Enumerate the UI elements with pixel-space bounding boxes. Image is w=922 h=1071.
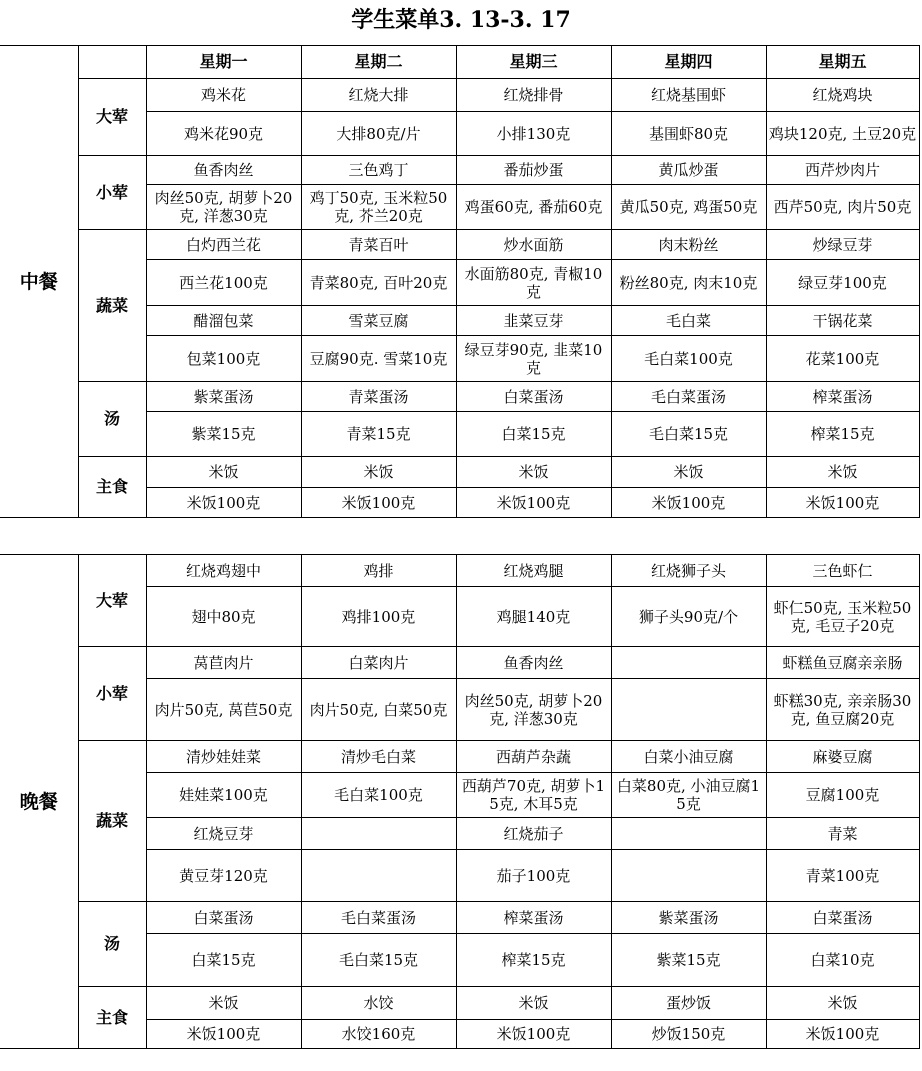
dish-cell: 莴苣肉片	[146, 647, 301, 679]
ingredient-cell: 茄子100克	[456, 850, 611, 902]
dish-cell: 白菜肉片	[301, 647, 456, 679]
category-label: 主食	[78, 457, 146, 518]
ingredient-cell: 米饭100克	[456, 488, 611, 518]
ingredient-cell: 豆腐100克	[766, 773, 919, 818]
dish-cell: 米饭	[456, 457, 611, 488]
dish-cell: 清炒娃娃菜	[146, 741, 301, 773]
ingredient-cell: 肉丝50克, 胡萝卜20克, 洋葱30克	[456, 679, 611, 741]
dish-cell: 西芹炒肉片	[766, 156, 919, 185]
ingredient-cell: 米饭100克	[611, 488, 766, 518]
dinner-menu-table	[0, 554, 920, 1049]
dish-cell: 鸡米花	[146, 79, 301, 112]
dish-cell	[611, 818, 766, 850]
ingredient-cell: 青菜80克, 百叶20克	[301, 260, 456, 306]
dish-row	[0, 156, 919, 185]
dish-cell: 西葫芦杂蔬	[456, 741, 611, 773]
ingredient-cell: 肉丝50克, 胡萝卜20克, 洋葱30克	[146, 185, 301, 230]
dish-cell: 米饭	[146, 987, 301, 1020]
dish-cell: 米饭	[146, 457, 301, 488]
dish-cell: 红烧基围虾	[611, 79, 766, 112]
category-label: 主食	[78, 987, 146, 1049]
dish-cell: 榨菜蛋汤	[456, 902, 611, 934]
dish-cell: 炒绿豆芽	[766, 230, 919, 260]
dish-cell: 红烧鸡块	[766, 79, 919, 112]
dish-cell: 虾糕鱼豆腐亲亲肠	[766, 647, 919, 679]
ingredient-cell: 青菜15克	[301, 412, 456, 457]
ingredient-cell: 绿豆芽100克	[766, 260, 919, 306]
dish-cell: 醋溜包菜	[146, 306, 301, 336]
category-label: 大荤	[78, 79, 146, 156]
ingredient-cell: 毛白菜100克	[301, 773, 456, 818]
day-header: 星期一	[146, 46, 301, 79]
day-header: 星期三	[456, 46, 611, 79]
ingredient-cell: 黄瓜50克, 鸡蛋50克	[611, 185, 766, 230]
ingredient-cell: 狮子头90克/个	[611, 587, 766, 647]
dish-cell: 干锅花菜	[766, 306, 919, 336]
ingredient-cell: 紫菜15克	[146, 412, 301, 457]
dish-row	[0, 457, 919, 488]
day-header: 星期四	[611, 46, 766, 79]
dish-cell: 水饺	[301, 987, 456, 1020]
ingredient-cell: 花菜100克	[766, 336, 919, 382]
category-label: 蔬菜	[78, 741, 146, 902]
dish-cell: 米饭	[766, 457, 919, 488]
ingredient-cell	[301, 850, 456, 902]
ingredient-cell: 西芹50克, 肉片50克	[766, 185, 919, 230]
ingredient-cell: 娃娃菜100克	[146, 773, 301, 818]
dish-cell: 红烧豆芽	[146, 818, 301, 850]
dish-cell: 白菜蛋汤	[146, 902, 301, 934]
dish-cell: 白菜蛋汤	[766, 902, 919, 934]
dish-cell: 白菜蛋汤	[456, 382, 611, 412]
ingredient-cell: 青菜100克	[766, 850, 919, 902]
category-label: 汤	[78, 902, 146, 987]
meal-label-dinner: 晚餐	[0, 555, 78, 1049]
category-label: 大荤	[78, 555, 146, 647]
ingredient-cell: 粉丝80克, 肉末10克	[611, 260, 766, 306]
dish-row	[0, 741, 919, 773]
ingredient-cell: 黄豆芽120克	[146, 850, 301, 902]
dish-row	[0, 230, 919, 260]
ingredient-cell: 鸡蛋60克, 番茄60克	[456, 185, 611, 230]
day-header: 星期二	[301, 46, 456, 79]
ingredient-cell: 米饭100克	[301, 488, 456, 518]
header-row	[0, 46, 919, 79]
ingredient-cell: 豆腐90克. 雪菜10克	[301, 336, 456, 382]
ingredient-cell: 米饭100克	[766, 488, 919, 518]
dish-cell: 毛白菜	[611, 306, 766, 336]
ingredient-cell: 水面筋80克, 青椒10克	[456, 260, 611, 306]
ingredient-cell: 绿豆芽90克, 韭菜10克	[456, 336, 611, 382]
dish-cell: 榨菜蛋汤	[766, 382, 919, 412]
dish-cell: 三色鸡丁	[301, 156, 456, 185]
dish-cell: 白菜小油豆腐	[611, 741, 766, 773]
ingredient-cell: 白菜80克, 小油豆腐15克	[611, 773, 766, 818]
day-header: 星期五	[766, 46, 919, 79]
ingredient-cell: 米饭100克	[146, 1020, 301, 1049]
dish-cell: 米饭	[456, 987, 611, 1020]
ingredient-cell: 鸡块120克, 土豆20克	[766, 112, 919, 156]
ingredient-cell: 鸡丁50克, 玉米粒50克, 芥兰20克	[301, 185, 456, 230]
dish-cell: 红烧鸡翅中	[146, 555, 301, 587]
dish-cell: 红烧大排	[301, 79, 456, 112]
dish-cell: 毛白菜蛋汤	[301, 902, 456, 934]
dish-cell: 紫菜蛋汤	[611, 902, 766, 934]
ingredient-cell: 肉片50克, 白菜50克	[301, 679, 456, 741]
ingredient-cell	[611, 679, 766, 741]
dish-cell: 红烧鸡腿	[456, 555, 611, 587]
dish-cell: 雪菜豆腐	[301, 306, 456, 336]
dish-cell	[611, 647, 766, 679]
dish-cell: 红烧排骨	[456, 79, 611, 112]
dish-row	[0, 647, 919, 679]
dish-cell: 青菜百叶	[301, 230, 456, 260]
category-label: 小荤	[78, 156, 146, 230]
ingredient-cell: 榨菜15克	[456, 934, 611, 987]
dish-cell: 清炒毛白菜	[301, 741, 456, 773]
ingredient-cell: 毛白菜100克	[611, 336, 766, 382]
dish-cell: 青菜	[766, 818, 919, 850]
category-label: 小荤	[78, 647, 146, 741]
ingredient-cell: 鸡排100克	[301, 587, 456, 647]
dish-cell: 红烧茄子	[456, 818, 611, 850]
dish-cell: 麻婆豆腐	[766, 741, 919, 773]
page-title: 学生菜单3. 13-3. 17	[351, 7, 571, 33]
dish-cell: 黄瓜炒蛋	[611, 156, 766, 185]
dish-cell: 鱼香肉丝	[146, 156, 301, 185]
corner-cell	[78, 46, 146, 79]
ingredient-cell: 虾仁50克, 玉米粒50克, 毛豆子20克	[766, 587, 919, 647]
ingredient-cell: 翅中80克	[146, 587, 301, 647]
ingredient-cell: 毛白菜15克	[301, 934, 456, 987]
ingredient-cell: 鸡腿140克	[456, 587, 611, 647]
ingredient-cell: 毛白菜15克	[611, 412, 766, 457]
ingredient-cell	[611, 850, 766, 902]
dish-row	[0, 902, 919, 934]
lunch-menu-table	[0, 45, 920, 518]
dish-cell: 韭菜豆芽	[456, 306, 611, 336]
dish-cell: 蛋炒饭	[611, 987, 766, 1020]
ingredient-cell: 炒饭150克	[611, 1020, 766, 1049]
category-label: 蔬菜	[78, 230, 146, 382]
category-label: 汤	[78, 382, 146, 457]
ingredient-cell: 白菜15克	[456, 412, 611, 457]
dish-row	[0, 555, 919, 587]
ingredient-cell: 米饭100克	[456, 1020, 611, 1049]
meal-label-lunch: 中餐	[0, 46, 78, 518]
ingredient-cell: 西葫芦70克, 胡萝卜15克, 木耳5克	[456, 773, 611, 818]
dish-cell: 炒水面筋	[456, 230, 611, 260]
dish-cell: 紫菜蛋汤	[146, 382, 301, 412]
dish-cell: 白灼西兰花	[146, 230, 301, 260]
dish-cell: 青菜蛋汤	[301, 382, 456, 412]
dish-cell: 米饭	[766, 987, 919, 1020]
dish-cell: 毛白菜蛋汤	[611, 382, 766, 412]
ingredient-cell: 西兰花100克	[146, 260, 301, 306]
dish-cell: 鸡排	[301, 555, 456, 587]
ingredient-cell: 榨菜15克	[766, 412, 919, 457]
ingredient-cell: 小排130克	[456, 112, 611, 156]
ingredient-cell: 紫菜15克	[611, 934, 766, 987]
dish-cell: 红烧狮子头	[611, 555, 766, 587]
ingredient-cell: 虾糕30克, 亲亲肠30克, 鱼豆腐20克	[766, 679, 919, 741]
dish-row	[0, 79, 919, 112]
ingredient-cell: 米饭100克	[766, 1020, 919, 1049]
dish-cell	[301, 818, 456, 850]
ingredient-cell: 白菜15克	[146, 934, 301, 987]
dish-cell: 肉末粉丝	[611, 230, 766, 260]
dish-row	[0, 987, 919, 1020]
dish-cell: 米饭	[611, 457, 766, 488]
ingredient-cell: 基围虾80克	[611, 112, 766, 156]
dish-cell: 番茄炒蛋	[456, 156, 611, 185]
dish-cell: 米饭	[301, 457, 456, 488]
dish-cell: 鱼香肉丝	[456, 647, 611, 679]
ingredient-cell: 白菜10克	[766, 934, 919, 987]
ingredient-cell: 米饭100克	[146, 488, 301, 518]
ingredient-cell: 鸡米花90克	[146, 112, 301, 156]
ingredient-cell: 大排80克/片	[301, 112, 456, 156]
dish-row	[0, 382, 919, 412]
dish-cell: 三色虾仁	[766, 555, 919, 587]
ingredient-cell: 包菜100克	[146, 336, 301, 382]
ingredient-cell: 肉片50克, 莴苣50克	[146, 679, 301, 741]
ingredient-cell: 水饺160克	[301, 1020, 456, 1049]
